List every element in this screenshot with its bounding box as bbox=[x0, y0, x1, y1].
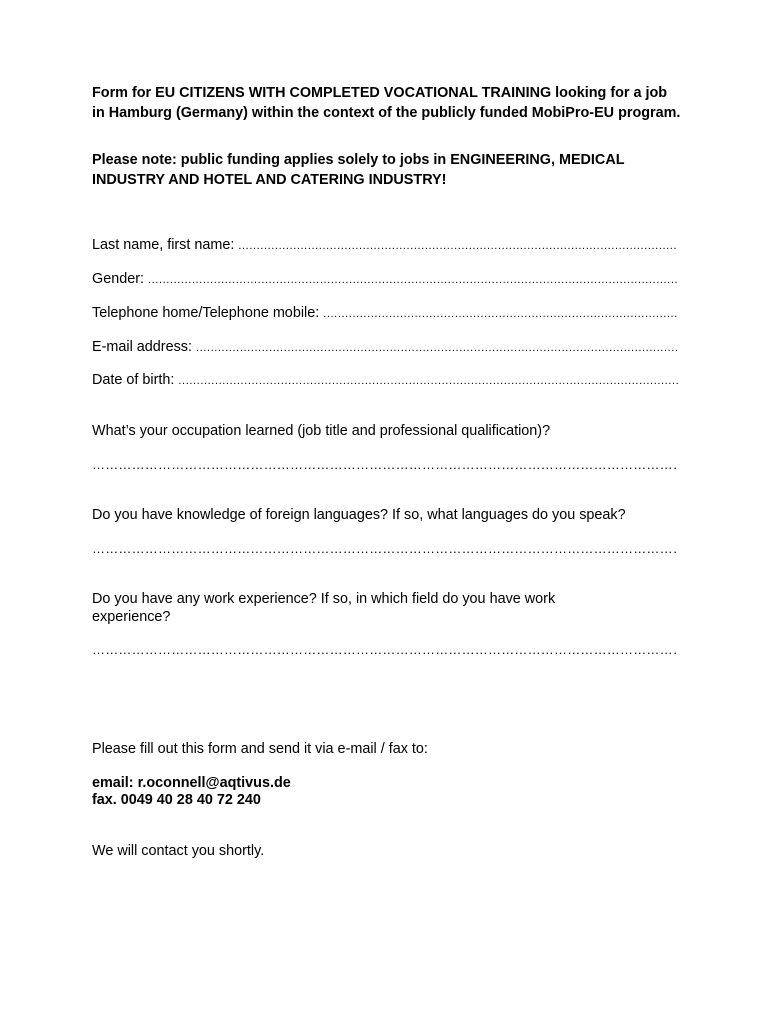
question-occupation: What’s your occupation learned (job title and professional qualification)? bbox=[92, 423, 551, 439]
field-email-label: E-mail address: bbox=[92, 339, 192, 355]
answer-work-experience-line[interactable] bbox=[92, 642, 676, 658]
contact-email[interactable]: email: r.oconnell@aqtivus.de bbox=[92, 775, 291, 791]
form-title: Form for EU CITIZENS WITH COMPLETED VOCATIONAL TRAINING looking for a job in Hamburg (Germany) within the context of the publicly funded MobiPro-EU program. bbox=[92, 85, 681, 121]
field-name-input-line[interactable] bbox=[238, 237, 678, 256]
closing-text: We will contact you shortly. bbox=[92, 843, 265, 859]
field-gender-input-line[interactable] bbox=[148, 271, 678, 290]
field-telephone-input-line[interactable] bbox=[323, 305, 678, 324]
field-gender-label: Gender: bbox=[92, 271, 144, 287]
field-birthdate-label: Date of birth: bbox=[92, 372, 175, 388]
contact-fax: fax. 0049 40 28 40 72 240 bbox=[92, 792, 261, 808]
answer-occupation-line[interactable] bbox=[92, 457, 676, 473]
question-languages: Do you have knowledge of foreign languages? If so, what languages do you speak? bbox=[92, 507, 626, 523]
answer-languages-line[interactable] bbox=[92, 541, 676, 557]
funding-note: Please note: public funding applies solely to jobs in ENGINEERING, MEDICAL INDUSTRY AND HOTEL AND CATERING INDUSTRY! bbox=[92, 152, 625, 188]
contact-instruction: Please fill out this form and send it via e-mail / fax to: bbox=[92, 741, 428, 757]
question-work-experience: Do you have any work experience? If so, in which field do you have work experience? bbox=[92, 591, 556, 625]
field-name[interactable] bbox=[92, 236, 678, 256]
field-email[interactable] bbox=[92, 338, 678, 358]
field-name-label: Last name, first name: bbox=[92, 237, 235, 253]
field-email-input-line[interactable] bbox=[196, 339, 678, 358]
field-birthdate-input-line[interactable] bbox=[178, 372, 678, 391]
field-telephone[interactable] bbox=[92, 304, 678, 324]
field-telephone-label: Telephone home/Telephone mobile: bbox=[92, 305, 320, 321]
field-birthdate[interactable] bbox=[92, 371, 678, 391]
field-gender[interactable] bbox=[92, 270, 678, 290]
